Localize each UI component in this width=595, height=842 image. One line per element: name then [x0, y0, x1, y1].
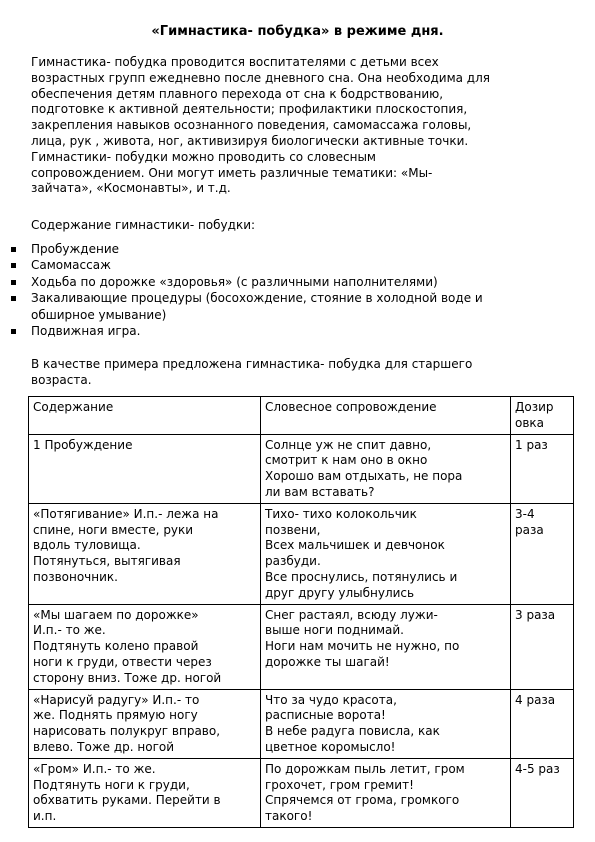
cell-verbal	[261, 689, 511, 758]
intro-line: закрепления навыков осознанного поведения, самомассажа головы,	[31, 118, 472, 133]
cell-content-line: «Нарисуй радугу» И.п.- то	[33, 692, 200, 707]
intro-line: Гимнастики- побудки можно проводить со словесным	[31, 149, 376, 164]
list-item	[31, 241, 566, 257]
table-body	[29, 434, 574, 827]
gymnastics-table	[28, 396, 574, 828]
cell-content	[29, 604, 261, 689]
table-row	[29, 503, 574, 604]
cell-verbal-line: В небе радуга повисла, как	[265, 724, 440, 739]
example-paragraph	[31, 357, 551, 389]
cell-content	[29, 689, 261, 758]
cell-verbal-line: Все проснулись, потянулись и	[265, 569, 458, 584]
cell-dose-line: 3 раза	[515, 607, 556, 622]
cell-dose-line: 4-5 раз	[515, 761, 560, 776]
cell-dose-line: 1 раз	[515, 437, 548, 452]
intro-line: возрастных групп ежедневно после дневного сна. Она необходима для	[31, 70, 490, 85]
cell-content	[29, 503, 261, 604]
cell-verbal-line: Хорошо вам отдыхать, не пора	[265, 469, 463, 484]
cell-verbal-line: выше ноги поднимай.	[265, 623, 404, 638]
table-row	[29, 604, 574, 689]
intro-paragraph	[31, 55, 566, 197]
list-item-text: Пробуждение	[31, 242, 120, 256]
intro-line: обеспечения детям плавного перехода от сна к бодрствованию,	[31, 86, 444, 101]
cell-content-line: Подтянуть колено правой	[33, 639, 199, 654]
cell-dose-line: 4 раза	[515, 692, 556, 707]
cell-content-line: спине, ноги вместе, руки	[33, 522, 194, 537]
example-line: В качестве примера предложена гимнастика- побудка для старшего	[31, 357, 473, 371]
list-item	[31, 274, 566, 290]
cell-dose	[511, 503, 574, 604]
cell-verbal-line: Ноги нам мочить не нужно, по	[265, 639, 460, 654]
list-item	[31, 290, 566, 323]
cell-verbal-line: смотрит к нам оно в окно	[265, 453, 428, 468]
cell-verbal-line: расписные ворота!	[265, 708, 386, 723]
cell-verbal-line: ли вам вставать?	[265, 484, 375, 499]
header-content: Содержание	[29, 397, 261, 435]
list-item-text: Самомассаж	[31, 258, 111, 273]
cell-verbal-line: Что за чудо красота,	[265, 692, 397, 707]
cell-verbal-line: Солнце уж не спит давно,	[265, 437, 432, 452]
list-item	[31, 323, 566, 339]
cell-content-line: обхватить руками. Перейти в	[33, 793, 221, 808]
cell-content-line: «Гром» И.п.- то же.	[33, 761, 156, 776]
table-row	[29, 758, 574, 827]
cell-verbal	[261, 758, 511, 827]
cell-content-line: Подтянуть ноги к груди,	[33, 777, 190, 792]
cell-dose	[511, 604, 574, 689]
cell-verbal-line: По дорожкам пыль летит, гром	[265, 761, 465, 776]
table-header-row	[29, 397, 574, 435]
cell-dose-line: раза	[515, 522, 544, 537]
cell-content-line: «Потягивание» И.п.- лежа на	[33, 506, 219, 521]
content-list	[31, 241, 566, 339]
example-line: возраста.	[31, 372, 92, 387]
intro-line: сопровождением. Они могут иметь различные тематики: «Мы-	[31, 165, 433, 180]
page-title: «Гимнастика- побудка» в режиме дня.	[151, 24, 444, 39]
cell-content-line: вдоль туловища.	[33, 538, 141, 553]
cell-content-line: нарисовать полукруг вправо,	[33, 724, 221, 739]
list-item-text: Подвижная игра.	[31, 324, 141, 339]
cell-verbal-line: цветное коромысло!	[265, 739, 396, 754]
cell-verbal-line: грохочет, гром гремит!	[265, 777, 414, 792]
cell-content-line: сторону вниз. Тоже др. ногой	[33, 670, 222, 685]
list-item	[31, 257, 566, 273]
cell-content-line: и.п.	[33, 809, 57, 824]
cell-verbal-line: дорожке ты шагай!	[265, 654, 390, 669]
table-row	[29, 689, 574, 758]
cell-dose-line: 3-4	[515, 506, 535, 521]
cell-verbal	[261, 503, 511, 604]
header-verbal: Словесное сопровождение	[261, 397, 511, 435]
cell-dose	[511, 689, 574, 758]
cell-content-line: же. Поднять прямую ногу	[33, 708, 198, 723]
table-row	[29, 434, 574, 503]
cell-content-line: влево. Тоже др. ногой	[33, 739, 175, 754]
cell-verbal-line: Тихо- тихо колокольчик	[265, 506, 417, 521]
cell-content-line: Потянуться, вытягивая	[33, 554, 181, 569]
cell-content-line: ноги к груди, отвести через	[33, 654, 212, 669]
cell-verbal-line: Всех мальчишек и девчонок	[265, 538, 445, 553]
intro-line: подготовке к активной деятельности; профилактики плоскостопия,	[31, 102, 468, 117]
cell-content-line: позвоночник.	[33, 569, 118, 584]
cell-verbal-line: Снег растаял, всюду лужи-	[265, 607, 438, 622]
intro-line: лица, рук , живота, ног, активизируя биологически активные точки.	[31, 133, 469, 148]
cell-content-line: «Мы шагаем по дорожке»	[33, 607, 199, 622]
cell-content	[29, 434, 261, 503]
cell-verbal-line: позвени,	[265, 522, 321, 537]
cell-verbal-line: разбуди.	[265, 554, 321, 569]
list-item-text: Закаливающие процедуры (босохождение, стояние в холодной воде и	[31, 291, 483, 306]
cell-verbal	[261, 604, 511, 689]
list-item-text: Ходьба по дорожке «здоровья» (с различными наполнителями)	[31, 274, 438, 289]
cell-content-line: И.п.- то же.	[33, 623, 106, 638]
content-heading: Содержание гимнастики- побудки:	[31, 218, 256, 232]
intro-line: зайчата», «Космонавты», и т.д.	[31, 181, 231, 196]
cell-content	[29, 758, 261, 827]
cell-verbal-line: Спрячемся от грома, громкого	[265, 793, 460, 808]
cell-dose	[511, 758, 574, 827]
cell-verbal	[261, 434, 511, 503]
cell-verbal-line: друг другу улыбнулись	[265, 585, 415, 600]
intro-line: Гимнастика- побудка проводится воспитателями с детьми всех	[31, 55, 439, 69]
header-dose: Дозир овка	[511, 397, 574, 435]
cell-content-line: 1 Пробуждение	[33, 437, 133, 452]
cell-verbal-line: такого!	[265, 809, 313, 824]
cell-dose	[511, 434, 574, 503]
list-item-text: обширное умывание)	[31, 307, 167, 322]
